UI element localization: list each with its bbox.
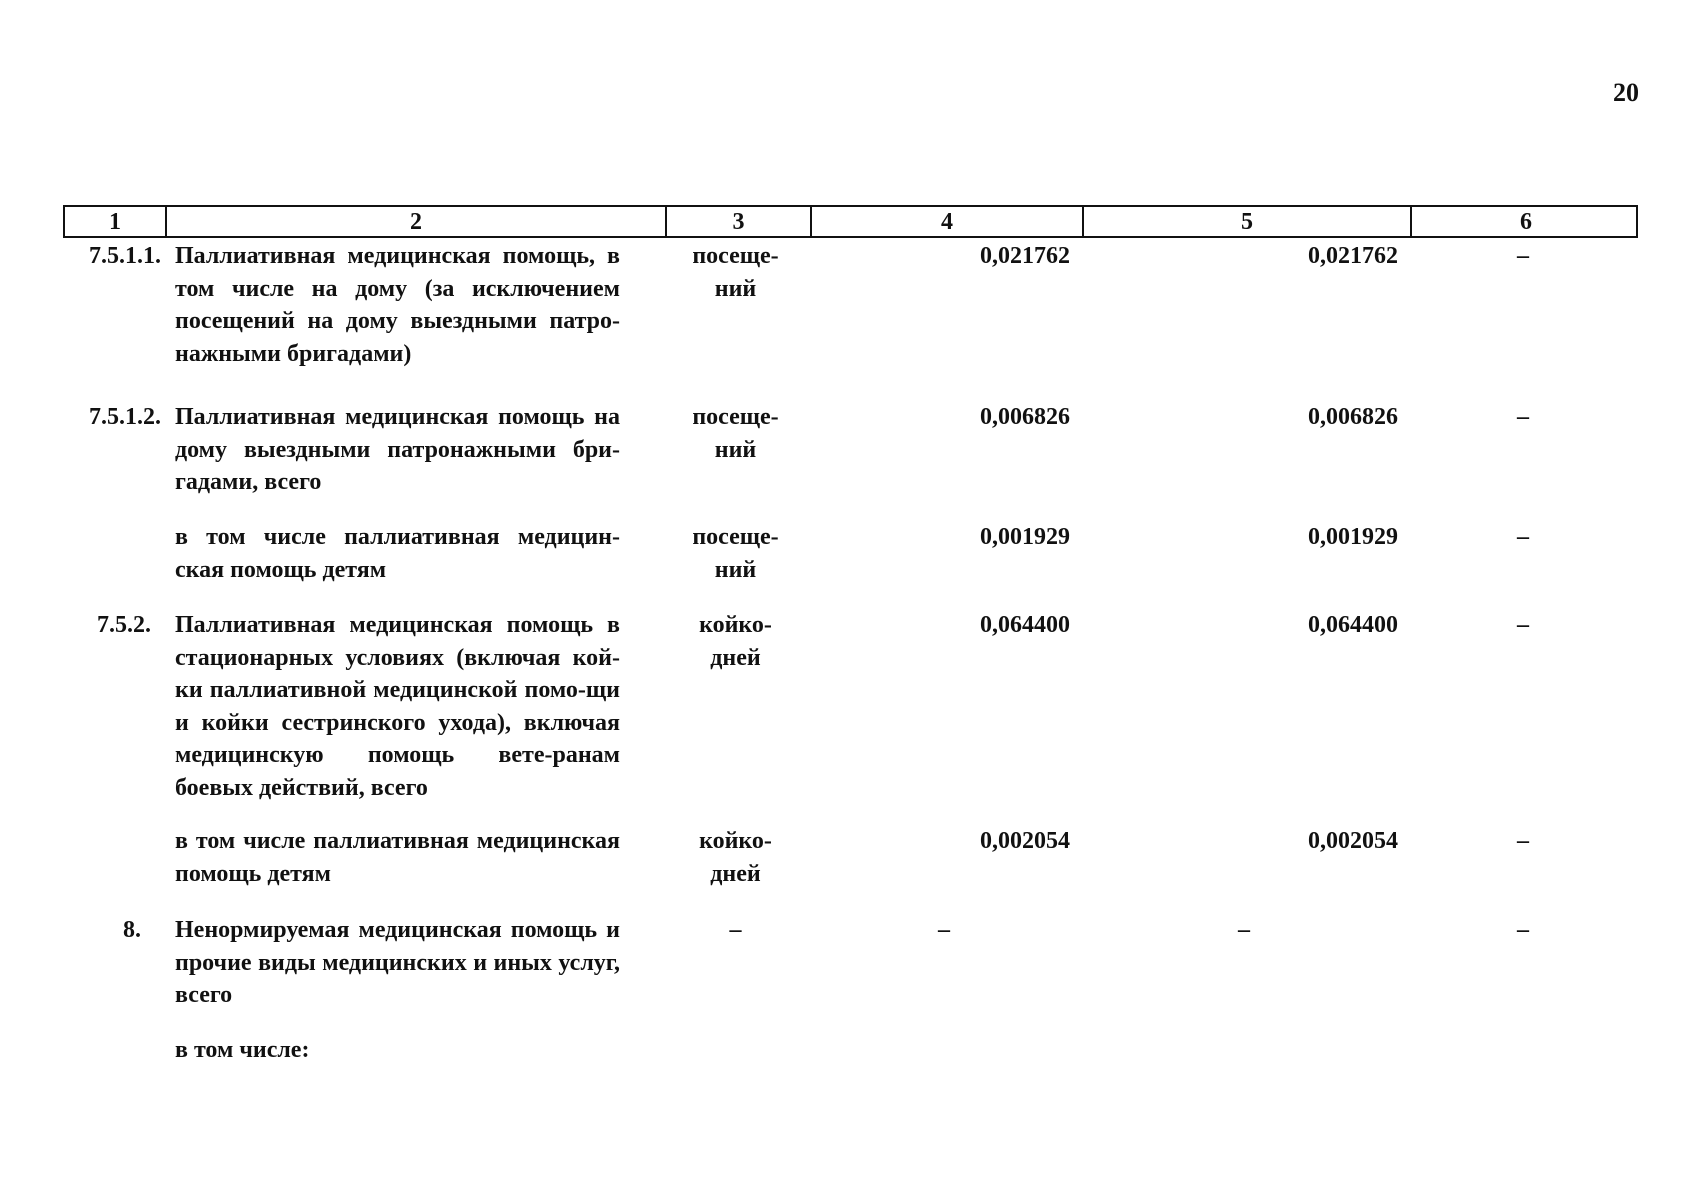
row-unit (663, 519, 808, 607)
row-code: 7.5.2. (97, 612, 151, 638)
row-unit (663, 1032, 808, 1072)
header-col-5: 5 (1082, 207, 1410, 238)
table-header-row (63, 205, 1638, 238)
row-col4: 0,001929 (980, 524, 1070, 550)
row-unit (663, 607, 808, 823)
row-code (63, 519, 163, 607)
row-name: в том числе паллиативная медицинская помощь детям (175, 828, 620, 887)
row-unit: – (729, 917, 742, 943)
row-code: 8. (123, 917, 141, 943)
row-unit (663, 238, 808, 399)
row-unit-line: койко- (699, 612, 772, 638)
row-unit-line: посеще- (692, 243, 779, 269)
document-table (63, 205, 1638, 1072)
row-unit (663, 399, 808, 519)
row-unit-line: ний (714, 275, 757, 302)
row-code (63, 823, 163, 912)
row-col5: – (1238, 917, 1250, 943)
row-col5: 0,002054 (1308, 828, 1398, 854)
row-col5: 0,001929 (1308, 524, 1398, 550)
row-name: Паллиативная медицинская помощь на дому выездными патронажными бри-гадами, всего (175, 404, 620, 495)
row-unit-line: ний (714, 556, 757, 583)
row-name: в том числе паллиативная медицин-ская помощь детям (175, 524, 620, 583)
row-code: 7.5.1.2. (89, 404, 161, 430)
row-code (63, 1032, 163, 1072)
header-col-1: 1 (109, 209, 121, 235)
page-number: 20 (1613, 78, 1639, 107)
row-name: Ненормируемая медицинская помощь и прочие виды медицинских и иных услуг, всего (175, 917, 620, 1008)
table-row (63, 519, 1638, 607)
row-col6: – (1517, 828, 1529, 854)
row-name: Паллиативная медицинская помощь в стационарных условиях (включая кой-ки паллиативной медицинской помо-щи и койки сестринского ухода), включая медицинскую помощь вете-ранам боевых действий, всего (175, 612, 620, 801)
header-col-3: 3 (665, 207, 810, 238)
row-col5 (1080, 1032, 1408, 1072)
table-row (63, 399, 1638, 519)
row-col5: 0,021762 (1308, 243, 1398, 269)
table-row (63, 823, 1638, 912)
table-row (63, 238, 1638, 399)
row-col6: – (1517, 917, 1529, 943)
row-col4: 0,006826 (980, 404, 1070, 430)
row-col6: – (1517, 612, 1529, 638)
row-name: Паллиативная медицинская помощь, в том числе на дому (за исключением посещений на дому выездными патро-нажными бригадами) (175, 243, 620, 367)
row-unit-line: посеще- (692, 404, 779, 430)
row-unit-line: ний (714, 436, 757, 463)
row-col5: 0,064400 (1308, 612, 1398, 638)
row-col5: 0,006826 (1308, 404, 1398, 430)
header-col-2: 2 (165, 207, 665, 238)
row-col4: 0,064400 (980, 612, 1070, 638)
table-row (63, 1032, 1638, 1072)
row-col6 (1408, 1032, 1638, 1072)
row-unit-line: дней (710, 860, 761, 887)
header-col-4: 4 (810, 207, 1082, 238)
row-name: в том числе: (175, 1037, 310, 1063)
row-col4 (808, 1032, 1080, 1072)
table-row (63, 912, 1638, 1032)
row-unit-line: посеще- (692, 524, 779, 550)
row-col6: – (1517, 404, 1529, 430)
row-unit-line: дней (710, 644, 761, 671)
row-unit-line: койко- (699, 828, 772, 854)
row-col4: 0,021762 (980, 243, 1070, 269)
table-row (63, 607, 1638, 823)
row-col4: – (938, 917, 950, 943)
row-col6: – (1517, 243, 1529, 269)
row-col4: 0,002054 (980, 828, 1070, 854)
row-col6: – (1517, 524, 1529, 550)
row-code: 7.5.1.1. (89, 243, 161, 269)
row-unit (663, 823, 808, 912)
header-col-6: 6 (1410, 207, 1640, 238)
